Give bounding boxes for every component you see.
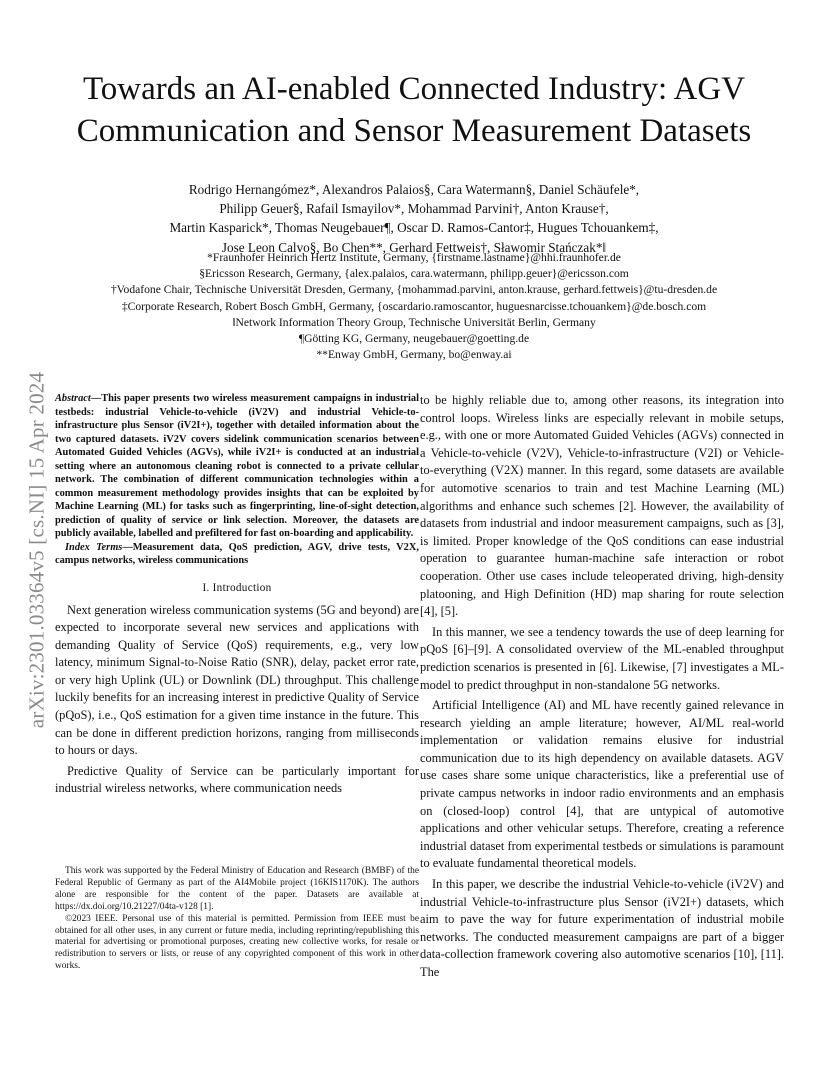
- footnote-copyright: ©2023 IEEE. Personal use of this material is permitted. Permission from IEEE must be obtained for all other uses, in any current or future media, including reprinting/republishing this material for advertising or promotional purposes, creating new collective works, for resale or redistribution to servers or lists, or reuse of any copyrighted component of this work in other works.: [55, 913, 419, 972]
- abstract: [55, 392, 419, 541]
- author-list: [30, 180, 798, 257]
- affiliation-line: †Vodafone Chair, Technische Universität Dresden, Germany, {mohammad.parvini, anton.krause, gerhard.fettweis}@tu-dresden.de: [110, 283, 718, 297]
- title-line-2: Communication and Sensor Measurement Datasets: [76, 113, 752, 149]
- footnote-funding: This work was supported by the Federal Ministry of Education and Research (BMBF) of the Federal Republic of Germany as part of the AI4Mobile project (16KIS1170K). The authors alone are responsible for the content of the paper. Datasets are available at https://dx.doi.org/10.21227/04ta-v128 [1].: [55, 866, 419, 912]
- section-heading: I. Introduction: [202, 581, 272, 594]
- paragraph: In this manner, we see a tendency towards the use of deep learning for pQoS [6]–[9]. A consolidated overview of the ML-enabled throughput prediction scenarios is presented in [6]. Likewise, [7] investigates a ML-model to predict throughput in non-standalone 5G networks.: [420, 624, 784, 692]
- affiliation-line: §Ericsson Research, Germany, {alex.palaios, cara.watermann, philipp.geuer}@ericsson.com: [199, 267, 629, 281]
- author-line: Philipp Geuer§, Rafail Ismayilov*, Mohammad Parvini†, Anton Krause†,: [219, 201, 609, 217]
- index-terms-label: Index Terms: [65, 541, 123, 553]
- title-line-1: Towards an AI-enabled Connected Industry: AGV: [82, 71, 746, 107]
- abstract-label: Abstract: [55, 393, 91, 404]
- footnotes: [55, 866, 419, 973]
- index-terms: [55, 541, 419, 568]
- left-column: [55, 392, 419, 798]
- right-column: [420, 392, 784, 982]
- paragraph: to be highly reliable due to, among other reasons, its integration into control loops. Wireless links are especially relevant in mobile setups, e.g., with one or more Automated Guided Vehicles (AGVs) connected in a Vehicle-to-vehicle (V2V), Vehicle-to-infrastructure (V2I) or Vehicle-to-everything (V2X) manner. In this regard, some datasets are available for automotive scenarios to train and test Machine Learning (ML) algorithms and enhance such schemes [2]. However, the availability of datasets from industrial and indoor measurement campaigns, such as [3], is limited. Proper knowledge of the QoS conditions can ease industrial operation to guarantee human-machine safe interaction or robot cooperation. Other use cases include teleoperated driving, high-density platooning, and High Definition (HD) map sharing for route selection [4], [5].: [420, 393, 784, 619]
- arxiv-identifier: arXiv:2301.03364v5 [cs.NI] 15 Apr 2024: [24, 371, 49, 729]
- affiliation-line: ¶Götting KG, Germany, neugebauer@goetting.de: [298, 332, 530, 346]
- affiliation-line: ‡Corporate Research, Robert Bosch GmbH, Germany, {oscardario.ramoscantor, huguesnarcisse.tchouankem}@de.bosch.com: [121, 299, 707, 313]
- affiliation-list: [30, 250, 798, 363]
- index-terms-text: —Measurement data, QoS prediction, AGV, drive tests, V2X, campus networks, wireless communications: [55, 541, 419, 566]
- paragraph: In this paper, we describe the industrial Vehicle-to-vehicle (iV2V) and industrial Vehicle-to-infrastructure plus Sensor (iV2I+) datasets, which aim to pave the way for future experimentation of industrial mobile networks. The conducted measurement campaigns are part of a bigger data-collection framework covering also automotive scenarios [10], [11]. The: [420, 877, 784, 979]
- author-line: Jose Leon Calvo§, Bo Chen**, Gerhard Fettweis†, Sławomir Stańczak*‖: [221, 239, 607, 255]
- paper-title: [40, 68, 788, 152]
- affiliation-line: ‖Network Information Theory Group, Technische Universität Berlin, Germany: [232, 315, 596, 329]
- paragraph: Artificial Intelligence (AI) and ML have recently gained relevance in research yielding an ample literature; however, AI/ML real-world implementation or validation remains elusive for industrial communication due to its high dependency on available datasets. AGV use cases share some unique characteristics, like a preferential use of private campus networks in indoor radio environments and an emphasis on (closed-loop) control [4], that are untypical of automotive applications and other vehicular setups. Therefore, creating a reference industrial dataset from experimental testbeds or simulations is paramount to evaluate fundamental theoretical models.: [420, 698, 784, 871]
- abstract-text: —This paper presents two wireless measurement campaigns in industrial testbeds: industrial Vehicle-to-vehicle (iV2V) and industrial Vehicle-to-infrastructure plus Sensor (iV2I+), together with detailed information about the two captured datasets. iV2V covers sidelink communication scenarios between Automated Guided Vehicles (AGVs), while iV2I+ is conducted at an industrial setting where an autonomous cleaning robot is connected to a private cellular network. The combination of different communication technologies within a common measurement methodology provides insights that can be exploited by Machine Learning (ML) for tasks such as fingerprinting, line-of-sight detection, prediction of quality of service or link selection. Moreover, the datasets are publicly available, labelled and prefiltered for fast on-boarding and applicability.: [55, 393, 419, 539]
- author-line: Martin Kasparick*, Thomas Neugebauer¶, Oscar D. Ramos-Cantor‡, Hugues Tchouankem‡,: [169, 220, 659, 236]
- paragraph: Next generation wireless communication systems (5G and beyond) are expected to incorporate several new services and applications with demanding Quality of Service (QoS) requirements, e.g., very low latency, minimum Signal-to-Noise Ratio (SNR), delay, packet error rate, or very high Uplink (UL) or Downlink (DL) throughput. This challenge luckily benefits for an increasing interest in predictive Quality of Service (pQoS), i.e., QoS estimation for a given time instance in the future. This can be done in different prediction horizons, ranging from milliseconds to hours or days.: [55, 602, 419, 758]
- author-line: Rodrigo Hernangómez*, Alexandros Palaios§, Cara Watermann§, Daniel Schäufele*,: [188, 182, 640, 197]
- affiliation-line: *Fraunhofer Heinrich Hertz Institute, Germany, {firstname.lastname}@hhi.fraunhofer.de: [207, 251, 621, 264]
- paragraph: Predictive Quality of Service can be particularly important for industrial wireless networks, where communication needs: [55, 763, 419, 796]
- affiliation-line: **Enway GmbH, Germany, bo@enway.ai: [316, 348, 512, 362]
